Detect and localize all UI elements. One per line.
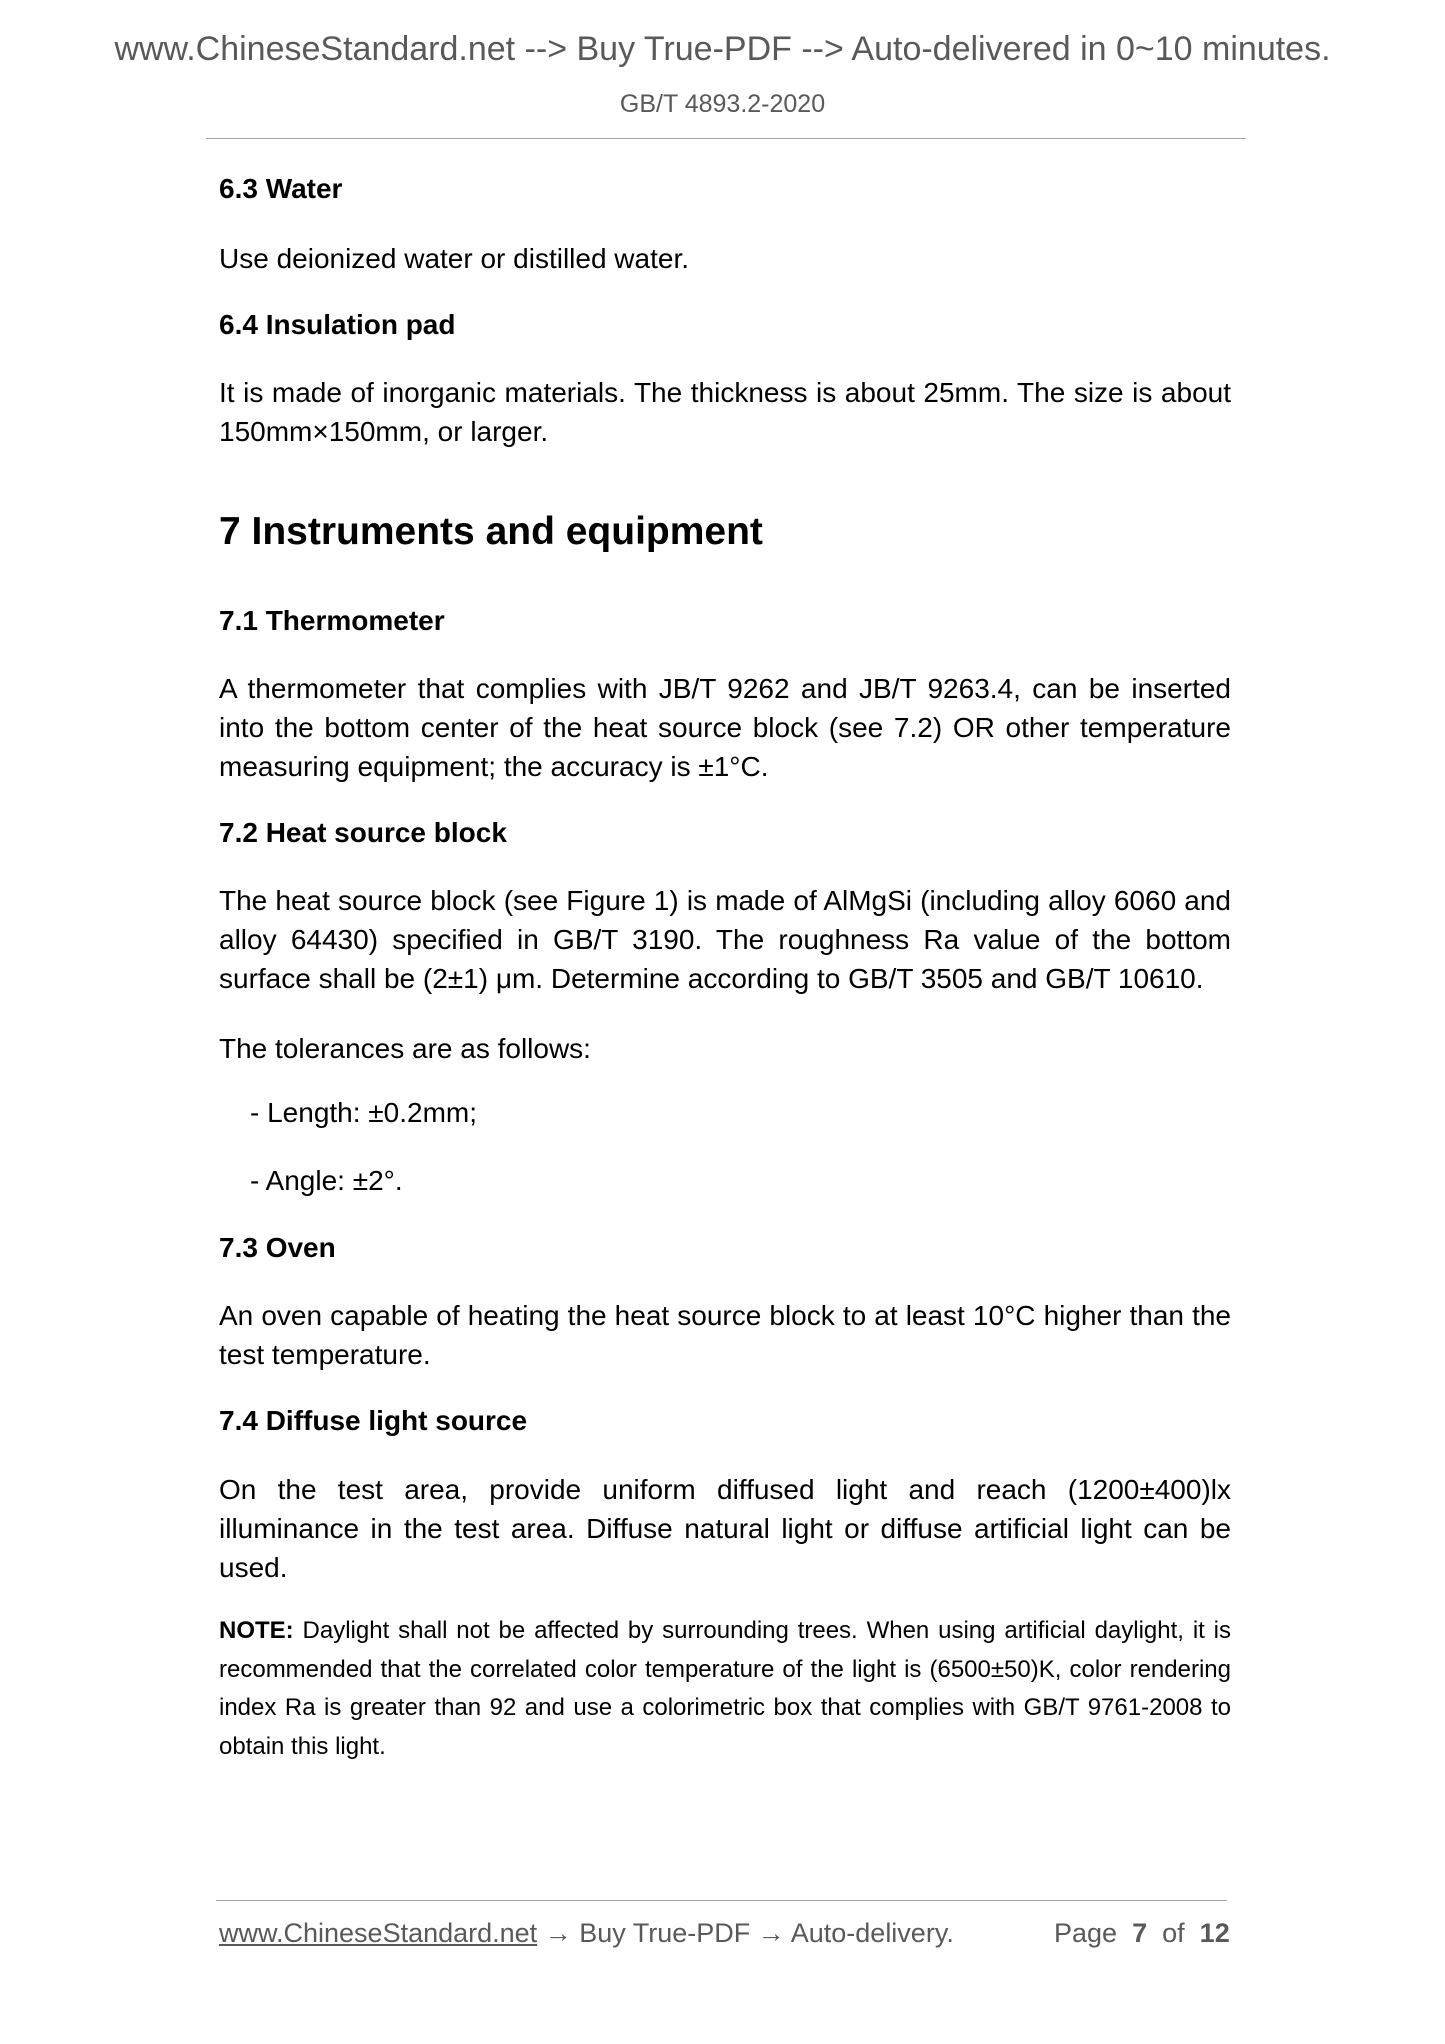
page-indicator [1054,1918,1230,1949]
footer-divider [216,1900,1227,1901]
section-7-1-text: A thermometer that complies with JB/T 9262 and JB/T 9263.4, can be inserted into the bottom center of the heat source block (see 7.2) OR other temperature measuring equipment; the accuracy is ±1°C. [219,673,1231,782]
tolerance-length: - Length: ±0.2mm; [250,1097,478,1128]
section-6-3-title: 6.3 Water [219,173,343,204]
section-7-3-title: 7.3 Oven [219,1232,336,1263]
page-label: Page [1054,1918,1118,1948]
section-7-4-title: 7.4 Diffuse light source [219,1405,528,1436]
note-text: Daylight shall not be affected by surrounding trees. When using artificial daylight, it is recommended that the correlated color temperature of the light is (6500±50)K, color rendering index Ra is greater than 92 and use a colorimetric box that complies with GB/T 9761-2008 to obtain this light. [219,1617,1231,1760]
footer-link[interactable]: www.ChineseStandard.net [219,1918,538,1948]
section-7-title: 7 Instruments and equipment [219,510,763,553]
section-7-3-text: An oven capable of heating the heat source block to at least 10°C higher than the test temperature. [219,1300,1231,1370]
section-6-4-title: 6.4 Insulation pad [219,309,456,340]
footer-text: → Buy True-PDF → Auto-delivery. [537,1918,954,1948]
tolerance-angle: - Angle: ±2°. [250,1165,403,1196]
section-7-2-text: The heat source block (see Figure 1) is made of AlMgSi (including alloy 6060 and alloy 64430) specified in GB/T 3190. The roughness Ra value of the bottom surface shall be (2±1) μm. Determine according to GB/T 3505 and GB/T 10610. [219,885,1231,994]
page-total: 12 [1199,1918,1230,1948]
section-6-3-text: Use deionized water or distilled water. [219,243,690,274]
section-7-4-text: On the test area, provide uniform diffused light and reach (1200±400)lx illuminance in the test area. Diffuse natural light or diffuse artificial light can be used. [219,1474,1231,1583]
page-of: of [1162,1918,1185,1948]
section-7-1-title: 7.1 Thermometer [219,605,445,636]
section-6-4-text: It is made of inorganic materials. The thickness is about 25mm. The size is about 150mm×150mm, or larger. [219,377,1231,447]
document-number: GB/T 4893.2-2020 [619,90,826,118]
header-banner: www.ChineseStandard.net --> Buy True-PDF --> Auto-delivered in 0~10 minutes. [114,30,1331,68]
note-label: NOTE: [219,1617,294,1644]
page-current: 7 [1132,1918,1148,1948]
note-block [219,1612,1231,1766]
section-7-2-title: 7.2 Heat source block [219,817,507,848]
header-divider [206,138,1246,139]
tolerances-intro: The tolerances are as follows: [219,1033,591,1064]
footer-promo [219,1918,954,1949]
